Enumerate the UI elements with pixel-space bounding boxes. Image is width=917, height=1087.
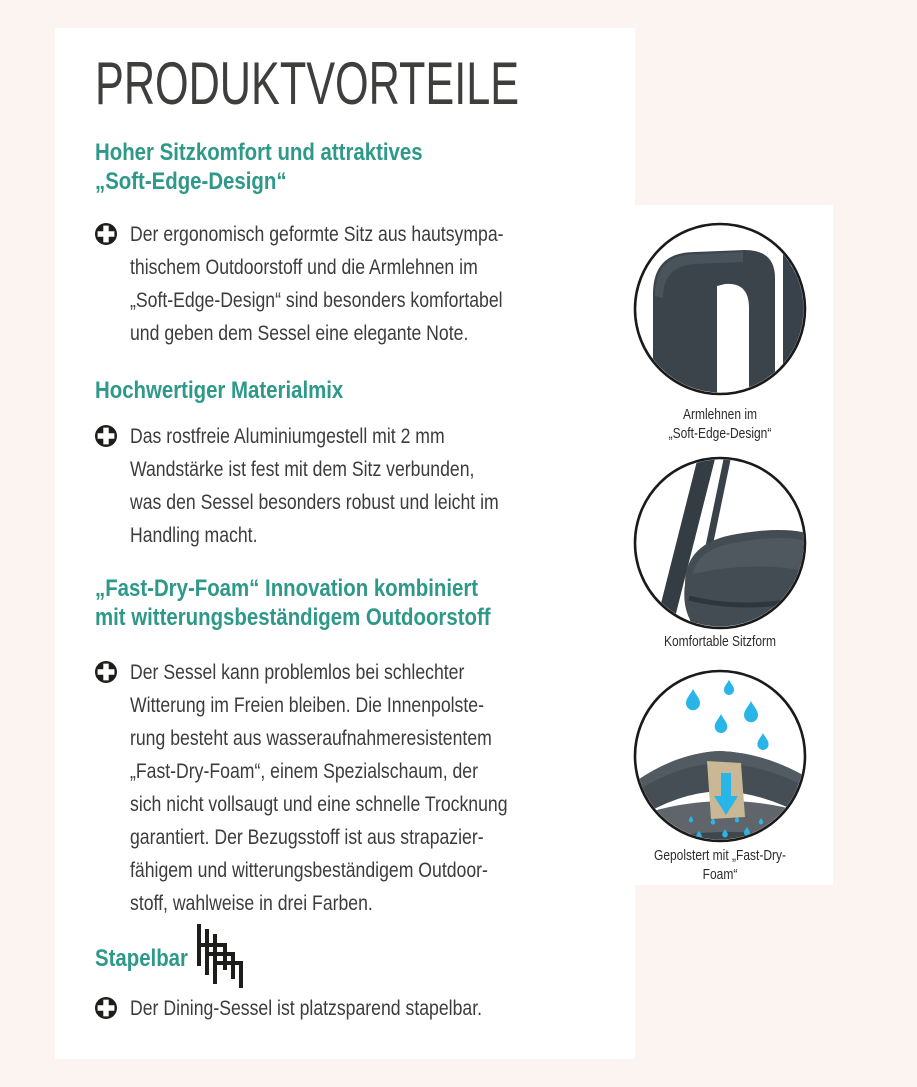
section-heading-materialmix: Hochwertiger Materialmix [95, 377, 344, 404]
section-heading-fast-dry-foam: „Fast-Dry-Foam“ Innovation kombiniert mit witterungsbeständigem Outdoorstoff [95, 575, 491, 631]
plus-circle-icon [95, 661, 117, 688]
bullet-item [95, 420, 569, 552]
section-heading-sitzkomfort: Hoher Sitzkomfort und attraktives „Soft-Edge-Design“ [95, 139, 423, 195]
bullet-text: Der Dining-Sessel ist platzsparend stapelbar. [130, 997, 482, 1020]
bullet-text: Das rostfreie Aluminiumgestell mit 2 mm Wandstärke ist fest mit dem Sitz verbunden, was den Sessel besonders robust und leicht im Handling macht. [130, 425, 499, 547]
armrest-photo [633, 222, 807, 396]
section-heading-stapelbar: Stapelbar [95, 945, 188, 972]
figure-caption: Komfortable Sitzform [663, 633, 777, 650]
bullet-item [95, 992, 549, 1025]
figure-caption: Armlehnen im „Soft-Edge-Design“ [668, 406, 772, 442]
fast-dry-foam-illustration [633, 669, 807, 843]
bullet-text: Der Sessel kann problemlos bei schlechter Witterung im Freien bleiben. Die Innenpolste- rung besteht aus wasseraufnahmeresistentem „Fast-Dry-Foam“, einem Spezialschaum, der sich nicht vollsaugt und eine schnelle Trocknung garantiert. Der Bezugsstoff ist aus strapazier- fähigem und witterungsbeständigem Outdoor- stoff, wahlweise in drei Farben. [130, 661, 508, 915]
bullet-item [95, 656, 579, 920]
main-content-panel [55, 28, 635, 1059]
bullet-text: Der ergonomisch geformte Sitz aus hautsympa- thischem Outdoorstoff und die Armlehnen im „Soft-Edge-Design“ sind besonders komfortabel und geben dem Sessel eine elegante Note. [130, 223, 504, 345]
plus-circle-icon [95, 223, 117, 250]
plus-circle-icon [95, 997, 117, 1024]
bullet-item [95, 218, 575, 350]
page-title: PRODUKTVORTEILE [95, 50, 520, 117]
figure-caption: Gepolstert mit „Fast-Dry-Foam“ [653, 847, 786, 883]
image-panel [630, 205, 833, 885]
seat-corner-photo [633, 456, 807, 630]
plus-circle-icon [95, 425, 117, 452]
stacked-chairs-icon [195, 920, 245, 997]
